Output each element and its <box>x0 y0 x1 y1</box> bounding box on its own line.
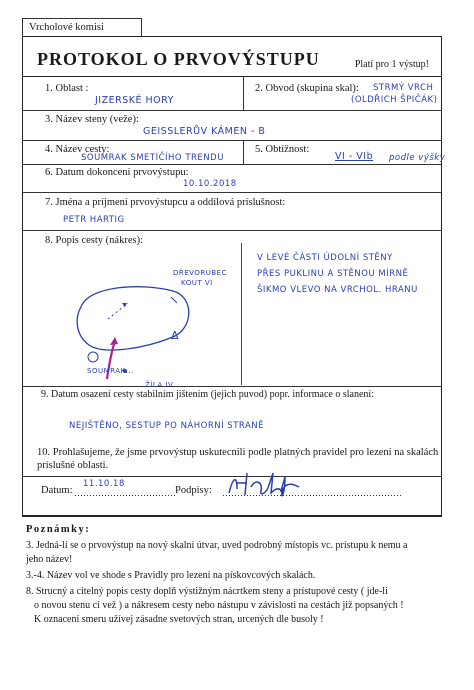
description-line-1: V LEVÉ ČÁSTI ÚDOLNÍ STĚNY <box>257 253 393 263</box>
route-arrow-icon <box>110 337 118 345</box>
notes-divider <box>22 516 442 517</box>
grade-label: 5. Obtížnost: <box>255 144 310 155</box>
description-line-2: PŘES PUKLINU A STĚNOU MÍRNĚ <box>257 269 409 279</box>
date-line <box>75 495 175 496</box>
completion-value: 10.10.2018 <box>183 179 237 189</box>
corner-pointer <box>171 297 177 303</box>
sketch-corner-label-2: KOUT VI <box>181 279 213 287</box>
protection-label: 9. Datum osazení cesty stabilním jištením (jejich puvod) popr. informace o slanení: <box>41 389 374 400</box>
wall-value: GEISSLERŮV KÁMEN - B <box>143 126 266 137</box>
description-line-3: ŠIKMO VLEVO NA VRCHOL. HRANU <box>257 285 418 295</box>
signature-line <box>223 495 403 496</box>
description-label: 8. Popis cesty (nákres): <box>45 235 143 246</box>
valid-note: Platí pro 1 výstup! <box>354 59 429 70</box>
grade-value: VI - VIb <box>335 151 374 162</box>
grade-note: podle výšky <box>389 153 446 163</box>
route-value: SOUMRAK SMETÍČÍHO TRENDU <box>81 153 224 163</box>
district-value-2: (OLDŘICH ŠPIČÁK) <box>351 95 438 105</box>
signature-stroke <box>229 473 299 496</box>
date-value: 11.10.18 <box>83 479 125 489</box>
signature-image <box>223 467 313 503</box>
climbers-label: 7. Jména a príjmení prvovýstupcu a oddílová príslušnost: <box>45 197 286 208</box>
sketch-crack-label: ŽÍLA IV <box>145 381 174 389</box>
protection-value: NEJIŠTĚNO, SESTUP PO NÁHORNÍ STRANĚ <box>69 421 264 431</box>
row-divider <box>243 141 244 165</box>
title-row <box>23 37 441 77</box>
form-title: PROTOKOL O PRVOVÝSTUPU <box>37 49 320 69</box>
area-value: JIZERSKÉ HORY <box>95 95 174 106</box>
note-3c: K oznacení smeru užívej zásadne svetových stran, urcených dle busoly ! <box>34 614 324 625</box>
form-frame <box>22 36 446 516</box>
completion-label: 6. Datum dokoncení prvovýstupu: <box>45 167 189 178</box>
sketch-route-label: SOUMRAK... <box>87 367 134 375</box>
note-1b: jeho název! <box>26 554 73 565</box>
note-3: 8. Strucný a citelný popis cesty doplň výstižným nácrtkem steny a prístupové cesty ( jde-li <box>26 586 388 597</box>
note-2: 3.-4. Název vol ve shode s Pravidly pro lezení na pískovcových skalách. <box>26 570 316 581</box>
wall-label: 3. Název steny (veže): <box>45 114 139 125</box>
date-label: Datum: <box>41 485 73 496</box>
area-label: 1. Oblast : <box>45 83 89 94</box>
declaration-line-1: 10. Prohlašujeme, že jsme prvovýstup uskutecnili podle platných pravidel pro lezení na skalách <box>37 447 439 458</box>
notes-title: Poznámky: <box>26 524 91 535</box>
tree-icon <box>88 352 98 362</box>
district-value-1: STRMÝ VRCH <box>373 83 434 93</box>
sketch-corner-label-1: DŘEVORUBEC <box>173 269 227 277</box>
declaration-line-2: príslušné oblasti. <box>37 460 109 471</box>
district-label: 2. Obvod (skupina skal): <box>255 83 359 94</box>
committee-label: Vrcholové komisi <box>22 18 142 36</box>
note-3b: o novou stenu ci vež ) a nákresem cesty nebo nástupu v závislosti na cestách již popsaných ! <box>34 600 404 611</box>
note-1: 3. Jedná-li se o prvovýstup na nový skalní útvar, uved podrobný místopis vc. prístupu k nemu a <box>26 540 408 551</box>
climbers-value: PETR HARTIG <box>63 215 125 225</box>
signature-label: Podpisy: <box>175 485 212 496</box>
summit-symbol: Δ <box>171 329 180 342</box>
route-label: 4. Název cesty: <box>45 144 110 155</box>
row-divider <box>243 77 244 111</box>
route-sketch <box>23 237 243 387</box>
